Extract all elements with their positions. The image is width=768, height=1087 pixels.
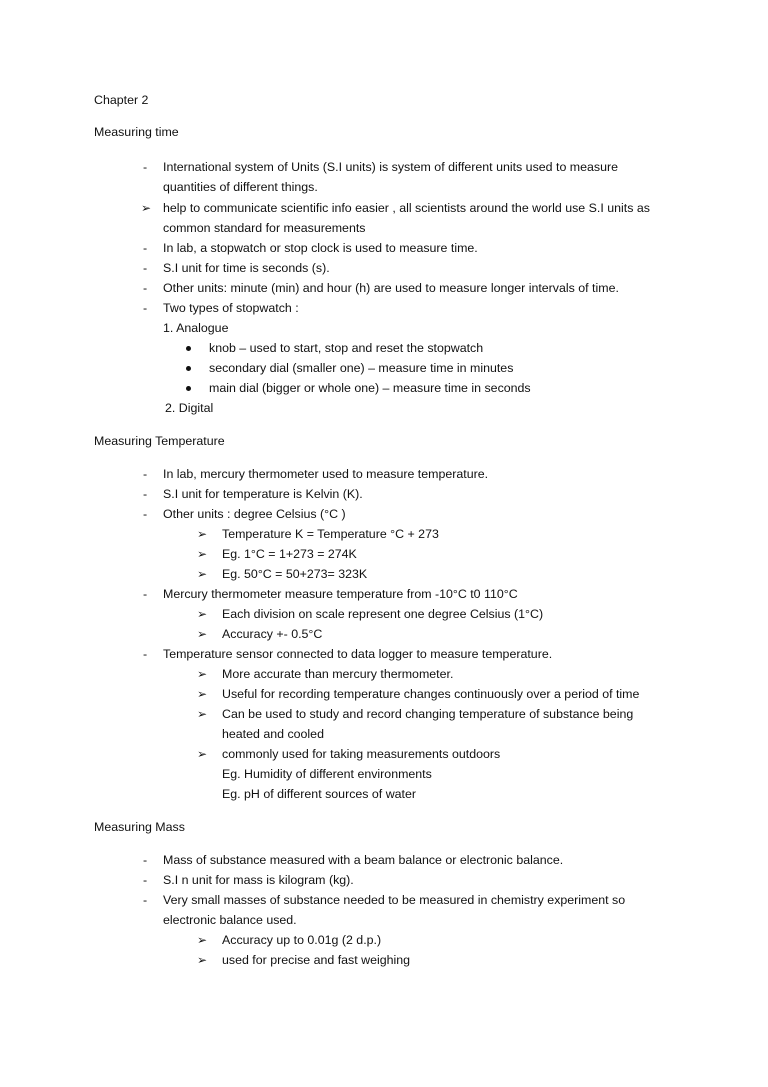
list-item-text: commonly used for taking measurements outdoors bbox=[222, 747, 501, 761]
list-item-text: Eg. 50°C = 50+273= 323K bbox=[222, 567, 368, 581]
list-item-text: Accuracy +- 0.5°C bbox=[222, 627, 323, 641]
dash-bullet-icon: - bbox=[143, 853, 148, 867]
dash-bullet-icon: - bbox=[143, 261, 148, 275]
section-heading: Measuring Mass bbox=[94, 820, 185, 834]
dash-bullet-icon: - bbox=[143, 893, 148, 907]
list-item-text: 2. Digital bbox=[165, 401, 214, 415]
dash-bullet-icon: - bbox=[143, 160, 148, 174]
list-item-text: Mass of substance measured with a beam balance or electronic balance. bbox=[163, 853, 564, 867]
list-item-text: Temperature K = Temperature °C + 273 bbox=[222, 527, 439, 541]
round-bullet-icon bbox=[186, 386, 191, 391]
dash-bullet-icon: - bbox=[143, 281, 148, 295]
list-item-text: electronic balance used. bbox=[163, 913, 297, 927]
arrow-bullet-icon: ➢ bbox=[197, 707, 208, 721]
section-heading: Measuring time bbox=[94, 125, 179, 139]
arrow-bullet-icon: ➢ bbox=[197, 747, 208, 761]
list-item-text: help to communicate scientific info easier , all scientists around the world use S.I units as bbox=[163, 201, 650, 215]
list-item-text: S.I unit for time is seconds (s). bbox=[163, 261, 330, 275]
list-item-text: 1. Analogue bbox=[163, 321, 229, 335]
arrow-bullet-icon: ➢ bbox=[197, 667, 208, 681]
arrow-bullet-icon: ➢ bbox=[197, 687, 208, 701]
round-bullet-icon bbox=[186, 346, 191, 351]
arrow-bullet-icon: ➢ bbox=[197, 953, 208, 967]
list-item-text: Accuracy up to 0.01g (2 d.p.) bbox=[222, 933, 382, 947]
list-item-text: Other units: minute (min) and hour (h) are used to measure longer intervals of time. bbox=[163, 281, 619, 295]
list-item-text: In lab, mercury thermometer used to measure temperature. bbox=[163, 467, 489, 481]
arrow-bullet-icon: ➢ bbox=[141, 201, 152, 215]
list-item-text: More accurate than mercury thermometer. bbox=[222, 667, 454, 681]
arrow-bullet-icon: ➢ bbox=[197, 627, 208, 641]
list-item-text: Other units : degree Celsius (°C ) bbox=[163, 507, 346, 521]
dash-bullet-icon: - bbox=[143, 587, 148, 601]
dash-bullet-icon: - bbox=[143, 301, 148, 315]
arrow-bullet-icon: ➢ bbox=[197, 547, 208, 561]
list-item-text: used for precise and fast weighing bbox=[222, 953, 411, 967]
dash-bullet-icon: - bbox=[143, 467, 148, 481]
list-item-text: Eg. Humidity of different environments bbox=[222, 767, 432, 781]
section-heading: Chapter 2 bbox=[94, 93, 149, 107]
dash-bullet-icon: - bbox=[143, 647, 148, 661]
list-item-text: heated and cooled bbox=[222, 727, 324, 741]
dash-bullet-icon: - bbox=[143, 241, 148, 255]
dash-bullet-icon: - bbox=[143, 487, 148, 501]
dash-bullet-icon: - bbox=[143, 507, 148, 521]
dash-bullet-icon: - bbox=[143, 873, 148, 887]
list-item-text: Each division on scale represent one degree Celsius (1°C) bbox=[222, 607, 544, 621]
arrow-bullet-icon: ➢ bbox=[197, 933, 208, 947]
list-item-text: Temperature sensor connected to data logger to measure temperature. bbox=[163, 647, 553, 661]
list-item-text: S.I n unit for mass is kilogram (kg). bbox=[163, 873, 354, 887]
list-item-text: quantities of different things. bbox=[163, 180, 318, 194]
list-item-text: Mercury thermometer measure temperature from -10°C t0 110°C bbox=[163, 587, 518, 601]
arrow-bullet-icon: ➢ bbox=[197, 607, 208, 621]
list-item-text: secondary dial (smaller one) – measure time in minutes bbox=[209, 361, 514, 375]
list-item-text: S.I unit for temperature is Kelvin (K). bbox=[163, 487, 363, 501]
list-item-text: Can be used to study and record changing temperature of substance being bbox=[222, 707, 634, 721]
list-item-text: Eg. 1°C = 1+273 = 274K bbox=[222, 547, 357, 561]
arrow-bullet-icon: ➢ bbox=[197, 527, 208, 541]
arrow-bullet-icon: ➢ bbox=[197, 567, 208, 581]
list-item-text: Useful for recording temperature changes continuously over a period of time bbox=[222, 687, 640, 701]
list-item-text: Eg. pH of different sources of water bbox=[222, 787, 416, 801]
list-item-text: Very small masses of substance needed to be measured in chemistry experiment so bbox=[163, 893, 626, 907]
list-item-text: knob – used to start, stop and reset the stopwatch bbox=[209, 341, 484, 355]
list-item-text: International system of Units (S.I units) is system of different units used to measure bbox=[163, 160, 618, 174]
round-bullet-icon bbox=[186, 366, 191, 371]
list-item-text: main dial (bigger or whole one) – measure time in seconds bbox=[209, 381, 531, 395]
list-item-text: In lab, a stopwatch or stop clock is used to measure time. bbox=[163, 241, 478, 255]
section-heading: Measuring Temperature bbox=[94, 434, 225, 448]
list-item-text: Two types of stopwatch : bbox=[163, 301, 299, 315]
list-item-text: common standard for measurements bbox=[163, 221, 366, 235]
